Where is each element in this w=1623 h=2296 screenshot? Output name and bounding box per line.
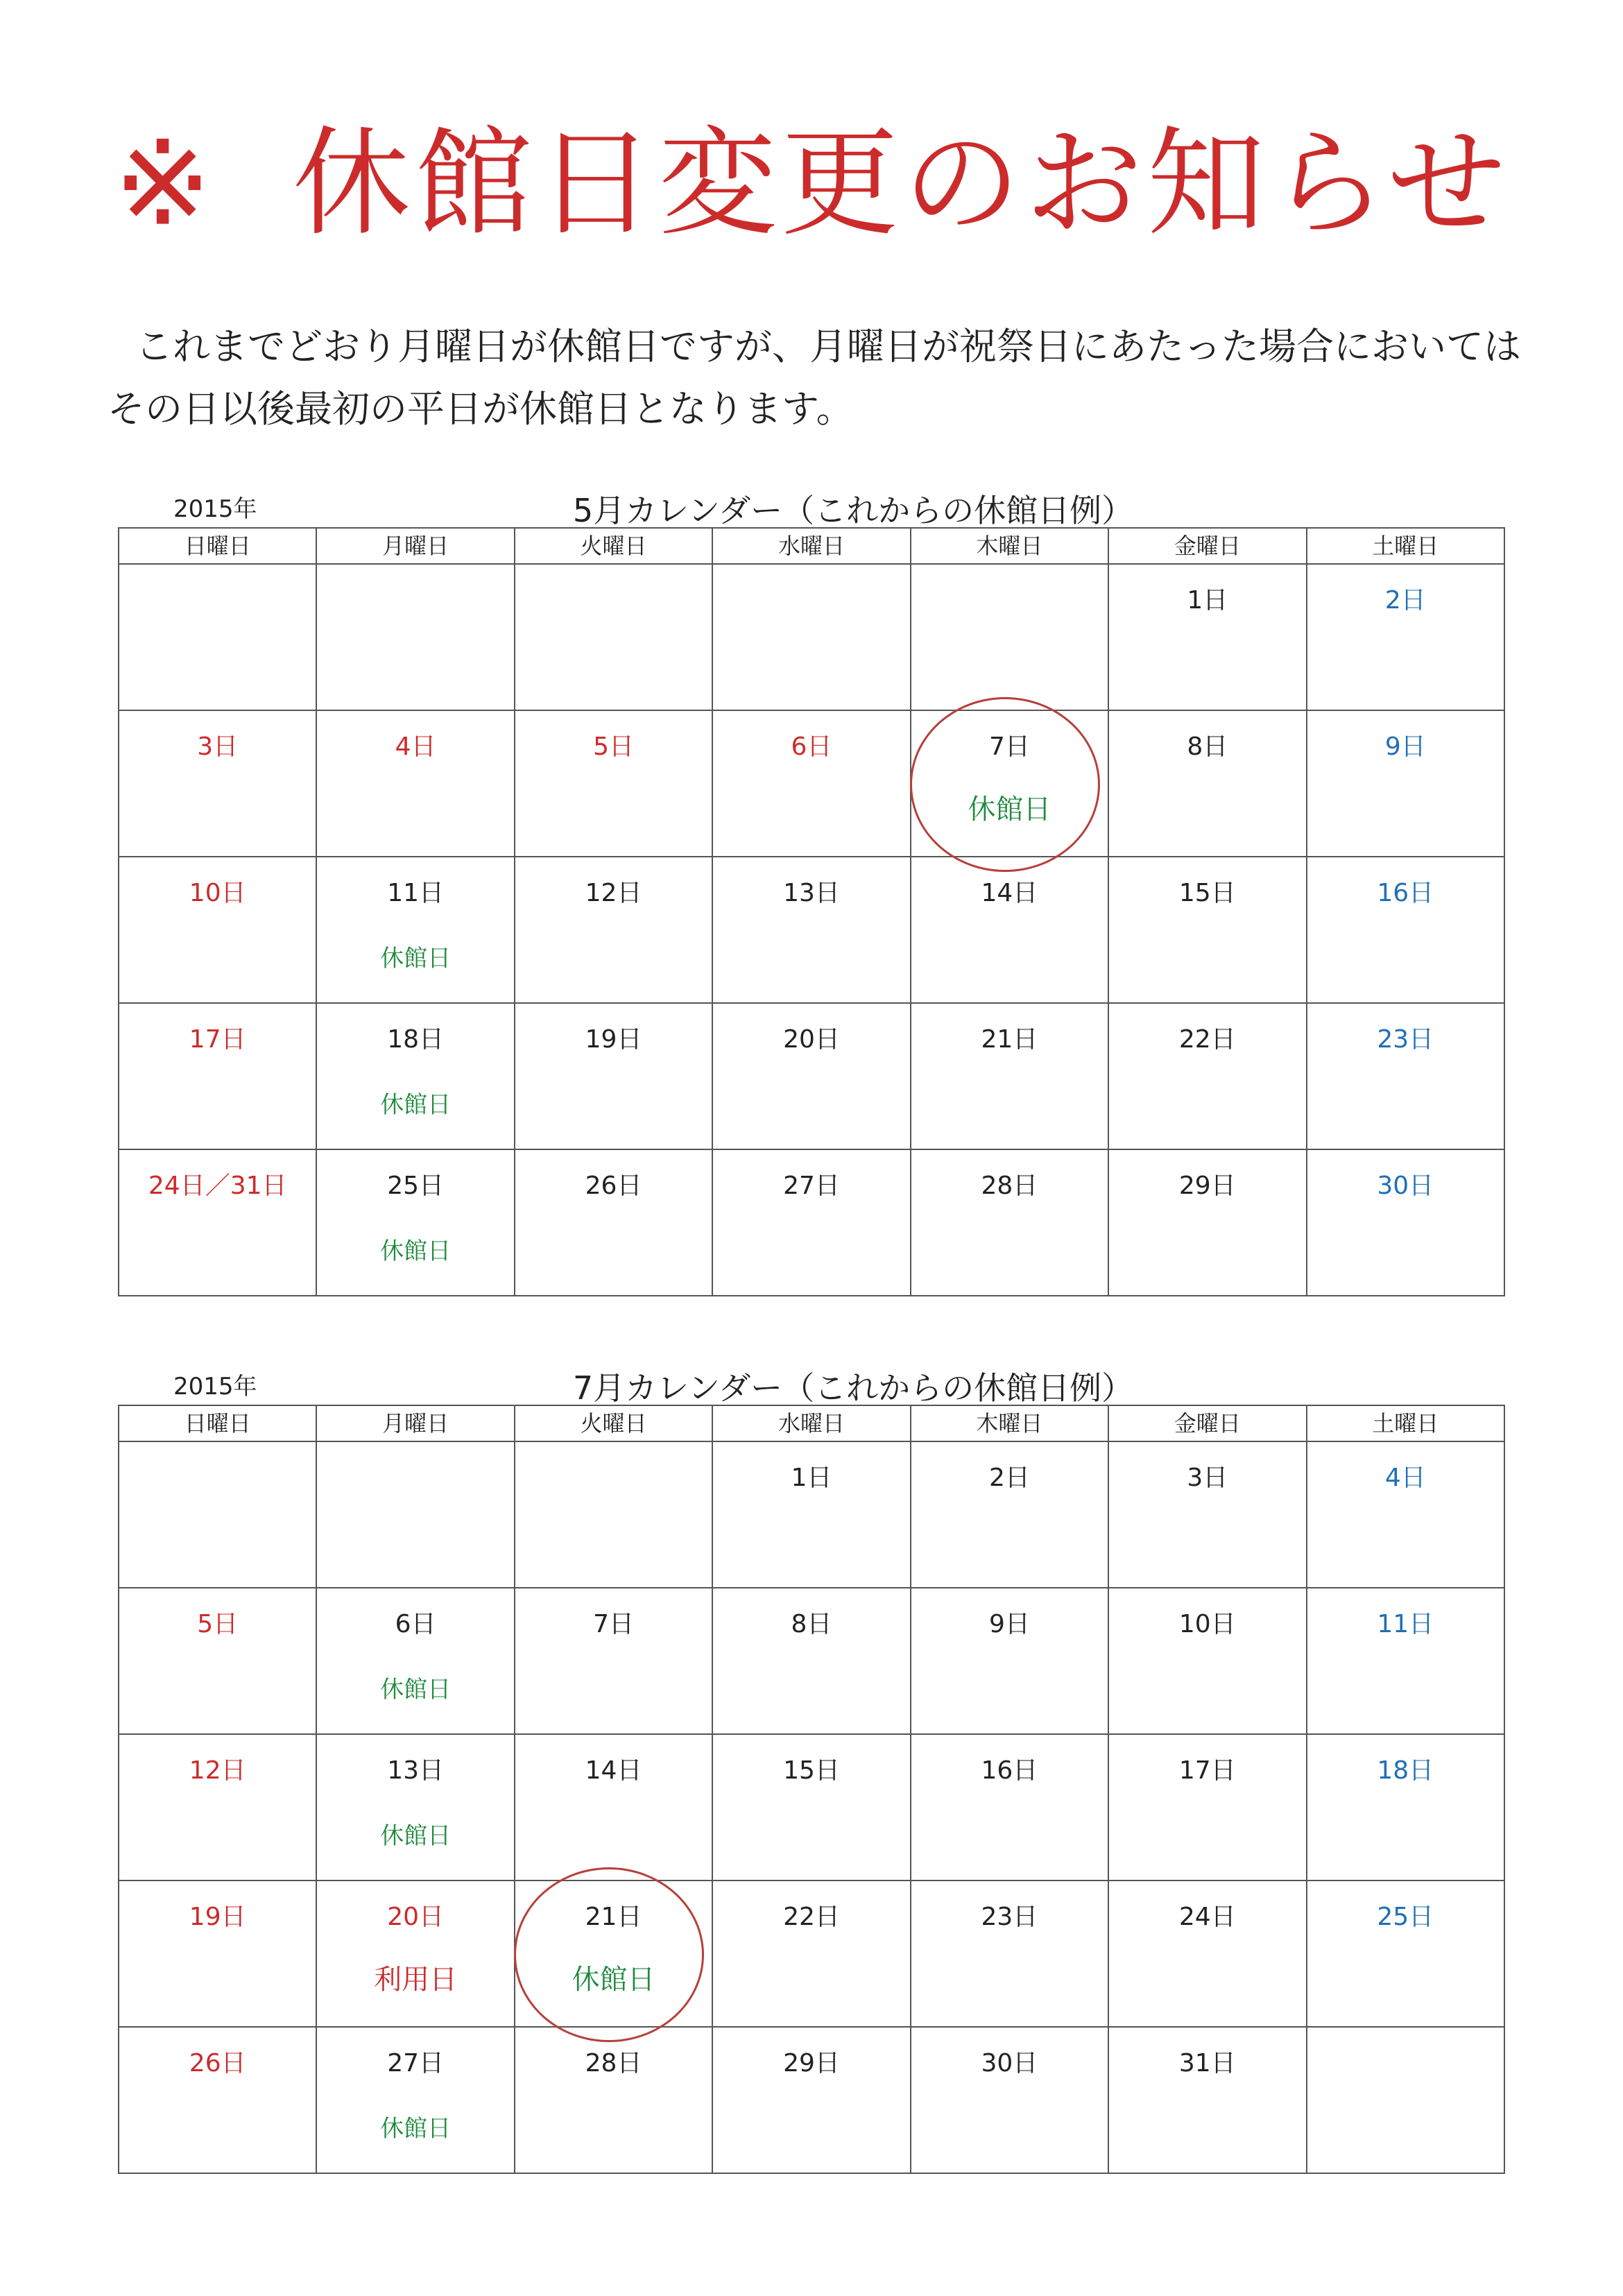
calendar-day-cell [911,1149,1108,1296]
calendar-day-cell [1108,1734,1306,1881]
intro-line-2: その日以後最初の平日が休館日となります。 [108,387,854,431]
calendar-day-cell [515,1441,712,1588]
day-number: 8日 [791,1610,832,1638]
calendar-day-cell [316,1588,514,1734]
day-number: 10日 [1178,1610,1236,1638]
weekday-header: 日曜日 [119,528,316,564]
day-number: 1日 [1187,586,1228,615]
calendar-day-cell [1108,1588,1306,1734]
calendar-day-cell [316,710,514,857]
calendar-day-cell [1307,564,1504,710]
highlight-circle [514,1867,704,2042]
weekday-header: 火曜日 [515,528,712,564]
day-number: 6日 [395,1610,436,1638]
closed-day-label: 休館日 [968,794,1051,825]
day-number: 21日 [585,1903,642,1931]
day-number: 3日 [197,733,239,761]
calendar-day-cell [911,710,1108,857]
calendar-july [118,1363,1505,2174]
calendar-week-row [119,857,1504,1003]
calendar-day-cell [1307,710,1504,857]
calendar-day-cell [911,1003,1108,1149]
calendar-day-cell [712,857,910,1003]
day-number: 12日 [189,1756,246,1785]
calendar-day-cell [1307,2027,1504,2173]
calendar-week-row [119,1149,1504,1296]
calendar-header [118,486,1505,527]
calendar-day-cell [911,2027,1108,2173]
calendar-day-cell [316,564,514,710]
day-number: 30日 [981,2049,1038,2077]
calendar-day-cell [119,1734,316,1881]
calendar-day-cell [1108,564,1306,710]
day-number: 11日 [387,879,445,907]
day-number: 12日 [585,879,642,907]
day-number: 18日 [387,1025,445,1054]
weekday-header: 木曜日 [911,528,1108,564]
calendar-day-cell [1108,1881,1306,2027]
calendar-day-cell [515,564,712,710]
calendar-day-cell [1307,1003,1504,1149]
closed-day-label: 休館日 [380,2115,452,2143]
day-number: 19日 [189,1903,246,1931]
open-day-label: 利用日 [374,1964,458,1996]
calendar-week-row [119,1441,1504,1588]
calendar-day-cell [911,1881,1108,2027]
weekday-header: 金曜日 [1108,528,1306,564]
day-number: 17日 [1178,1756,1236,1785]
calendar-title: 7月カレンダー（これからの休館日例） [572,1369,1134,1407]
calendar-day-cell [119,1441,316,1588]
calendar-day-cell [515,1003,712,1149]
calendar-day-cell [1307,1881,1504,2027]
calendar-day-cell [712,2027,910,2173]
day-number: 31日 [1178,2049,1236,2077]
day-number: 7日 [988,733,1030,761]
day-number: 25日 [387,1172,445,1200]
day-number: 4日 [395,733,436,761]
day-number: 18日 [1377,1756,1434,1785]
page-title [0,114,1623,253]
calendar-day-cell [1108,857,1306,1003]
calendar-day-cell [119,1881,316,2027]
day-number: 5日 [593,733,634,761]
calendar-day-cell [316,1441,514,1588]
calendar-year: 2015年 [173,495,257,523]
calendar-day-cell [1307,1149,1504,1296]
closed-day-label: 休館日 [380,1822,452,1850]
calendar-week-row [119,2027,1504,2173]
calendar-day-cell [316,2027,514,2173]
day-number: 15日 [783,1756,840,1785]
closed-day-label: 休館日 [380,1091,452,1119]
calendar-day-cell [316,1003,514,1149]
calendar-day-cell [1307,1734,1504,1881]
day-number: 27日 [783,1172,840,1200]
day-number: 10日 [189,879,246,907]
calendar-day-cell [712,1588,910,1734]
closed-day-label: 休館日 [380,1676,452,1704]
weekday-header: 金曜日 [1108,1405,1306,1441]
day-number: 16日 [1377,879,1434,907]
calendar-day-cell [119,710,316,857]
day-number: 2日 [988,1464,1030,1492]
day-number: 27日 [387,2049,445,2077]
calendar-week-row [119,1588,1504,1734]
day-number: 4日 [1384,1464,1426,1492]
day-number: 29日 [783,2049,840,2077]
calendar-day-cell [515,710,712,857]
calendar-grid [118,527,1505,1296]
calendar-day-cell [1108,2027,1306,2173]
calendar-day-cell [316,1734,514,1881]
calendar-day-cell [515,1149,712,1296]
calendar-week-row [119,710,1504,857]
highlight-circle [910,697,1100,872]
weekday-header: 火曜日 [515,1405,712,1441]
day-number: 28日 [981,1172,1038,1200]
day-number: 24日／31日 [148,1172,287,1200]
calendar-grid [118,1405,1505,2174]
calendar-day-cell [119,564,316,710]
day-number: 8日 [1187,733,1228,761]
day-number: 20日 [387,1903,445,1931]
day-number: 15日 [1178,879,1236,907]
weekday-header: 木曜日 [911,1405,1108,1441]
calendar-may [118,486,1505,1296]
calendar-week-row [119,1734,1504,1881]
day-number: 30日 [1377,1172,1434,1200]
day-number: 21日 [981,1025,1038,1054]
weekday-header-row [119,1405,1504,1441]
calendar-week-row [119,1003,1504,1149]
day-number: 23日 [1377,1025,1434,1054]
weekday-header-row [119,528,1504,564]
calendar-day-cell [119,2027,316,2173]
weekday-header: 水曜日 [712,528,910,564]
calendar-header [118,1363,1505,1405]
calendar-day-cell [119,857,316,1003]
title-text: 休館日変更のお知らせ [292,115,1510,252]
calendar-day-cell [1307,1441,1504,1588]
day-number: 29日 [1178,1172,1236,1200]
weekday-header: 土曜日 [1307,1405,1504,1441]
calendar-day-cell [316,1149,514,1296]
closed-day-label: 休館日 [572,1964,655,1996]
day-number: 16日 [981,1756,1038,1785]
calendar-day-cell [1108,710,1306,857]
calendar-day-cell [712,1881,910,2027]
calendar-day-cell [712,710,910,857]
calendar-day-cell [911,1441,1108,1588]
day-number: 19日 [585,1025,642,1054]
calendar-day-cell [1307,857,1504,1003]
calendar-day-cell [712,1734,910,1881]
reference-mark-icon: ※ [113,115,216,252]
weekday-header: 月曜日 [316,1405,514,1441]
day-number: 20日 [783,1025,840,1054]
day-number: 1日 [791,1464,832,1492]
calendar-day-cell [1307,1588,1504,1734]
day-number: 22日 [783,1903,840,1931]
day-number: 23日 [981,1903,1038,1931]
calendar-day-cell [712,1003,910,1149]
calendar-day-cell [515,857,712,1003]
calendar-day-cell [316,1881,514,2027]
calendar-day-cell [712,1149,910,1296]
calendar-day-cell [911,564,1108,710]
closed-day-label: 休館日 [380,945,452,973]
calendar-day-cell [515,1588,712,1734]
intro-line-1: これまでどおり月曜日が休館日ですが、月曜日が祝祭日にあたった場合においては [135,325,1521,368]
calendar-week-row [119,564,1504,710]
day-number: 14日 [981,879,1038,907]
day-number: 11日 [1377,1610,1434,1638]
calendar-day-cell [515,1734,712,1881]
day-number: 7日 [593,1610,634,1638]
weekday-header: 月曜日 [316,528,514,564]
day-number: 26日 [189,2049,246,2077]
calendar-day-cell [316,857,514,1003]
day-number: 6日 [791,733,832,761]
weekday-header: 日曜日 [119,1405,316,1441]
day-number: 25日 [1377,1903,1434,1931]
calendar-title: 5月カレンダー（これからの休館日例） [572,492,1134,529]
calendar-day-cell [119,1003,316,1149]
calendar-year: 2015年 [173,1373,257,1400]
day-number: 2日 [1384,586,1426,615]
day-number: 17日 [189,1025,246,1054]
weekday-header: 水曜日 [712,1405,910,1441]
calendar-day-cell [712,564,910,710]
day-number: 28日 [585,2049,642,2077]
day-number: 24日 [1178,1903,1236,1931]
calendar-week-row [119,1881,1504,2027]
closed-day-label: 休館日 [380,1237,452,1265]
calendar-day-cell [911,1588,1108,1734]
calendar-day-cell [1108,1149,1306,1296]
calendar-day-cell [1108,1003,1306,1149]
calendar-day-cell [119,1149,316,1296]
calendar-day-cell [119,1588,316,1734]
day-number: 13日 [387,1756,445,1785]
day-number: 9日 [1384,733,1426,761]
day-number: 22日 [1178,1025,1236,1054]
day-number: 26日 [585,1172,642,1200]
weekday-header: 土曜日 [1307,528,1504,564]
day-number: 9日 [988,1610,1030,1638]
intro-text [108,316,1529,440]
day-number: 13日 [783,879,840,907]
calendar-day-cell [911,1734,1108,1881]
day-number: 3日 [1187,1464,1228,1492]
calendar-day-cell [515,2027,712,2173]
calendar-day-cell [911,857,1108,1003]
calendar-day-cell [515,1881,712,2027]
calendar-day-cell [712,1441,910,1588]
calendar-day-cell [1108,1441,1306,1588]
day-number: 5日 [197,1610,239,1638]
day-number: 14日 [585,1756,642,1785]
